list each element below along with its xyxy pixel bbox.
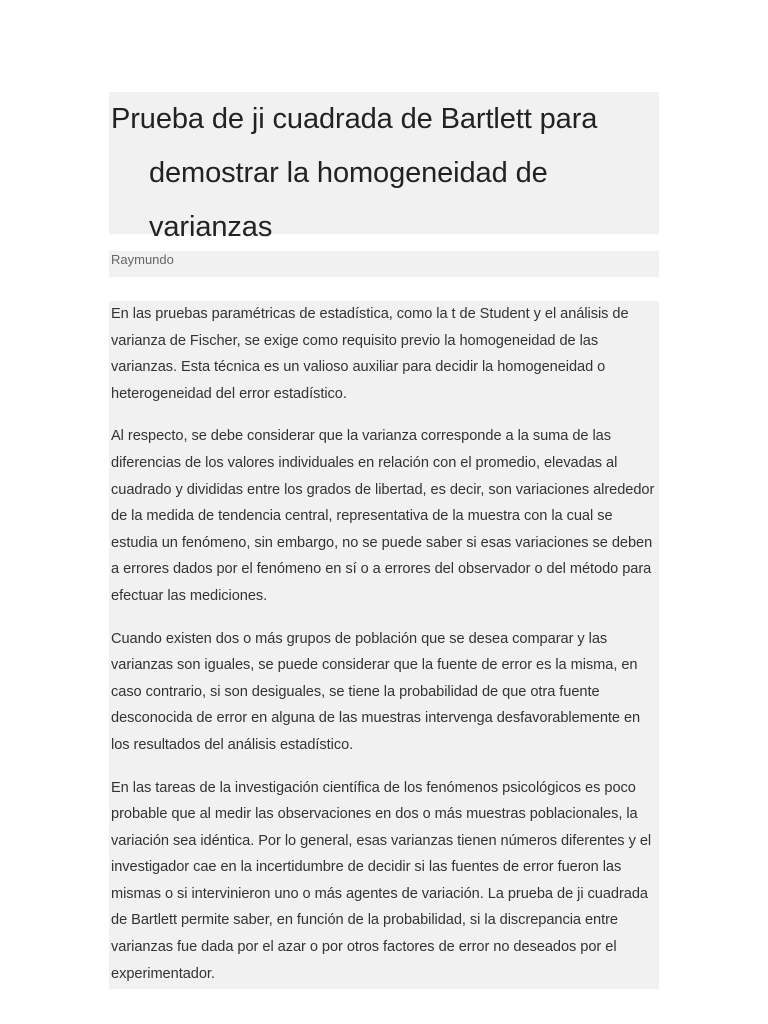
- document-page: [109, 92, 659, 989]
- document-title: Prueba de ji cuadrada de Bartlett para demostrar la homogeneidad de varianzas: [111, 103, 598, 243]
- paragraph: Al respecto, se debe considerar que la varianza corresponde a la suma de las diferencias de los valores individuales en relación con el promedio, elevadas al cuadrado y divididas entre los grados de libertad, es decir, son variaciones alrededor de la medida de tendencia central, representativa de la muestra con la cual se estudia un fenómeno, sin embargo, no se puede saber si esas variaciones se deben a errores dados por el fenómeno en sí o a errores del observador o del método para efectuar las mediciones.: [111, 428, 655, 604]
- title-block: [109, 92, 659, 243]
- paragraph: Cuando existen dos o más grupos de población que se desea comparar y las varianzas son iguales, se puede considerar que la fuente de error es la misma, en caso contrario, si son desiguales, se tiene la probabilidad de que otra fuente desconocida de error en alguna de las muestras intervenga desfavorablemente en los resultados del análisis estadístico.: [111, 630, 641, 753]
- author-block: [109, 251, 659, 277]
- author-name: Raymundo: [111, 252, 174, 267]
- document-body: [109, 301, 659, 989]
- paragraph: En las pruebas paramétricas de estadística, como la t de Student y el análisis de varianza de Fischer, se exige como requisito previo la homogeneidad de las varianzas. Esta técnica es un valioso auxiliar para decidir la homogeneidad o heterogeneidad del error estadístico.: [111, 306, 629, 402]
- paragraph: En las tareas de la investigación científica de los fenómenos psicológicos es poco probable que al medir las observaciones en dos o más muestras poblacionales, la variación sea idéntica. Por lo general, esas varianzas tienen números diferentes y el investigador cae en la incertidumbre de decidir si las fuentes de error fueron las mismas o si intervinieron uno o más agentes de variación. La prueba de ji cuadrada de Bartlett permite saber, en función de la probabilidad, si la discrepancia entre varianzas fue dada por el azar o por otros factores de error no deseados por el experimentador.: [111, 779, 652, 982]
